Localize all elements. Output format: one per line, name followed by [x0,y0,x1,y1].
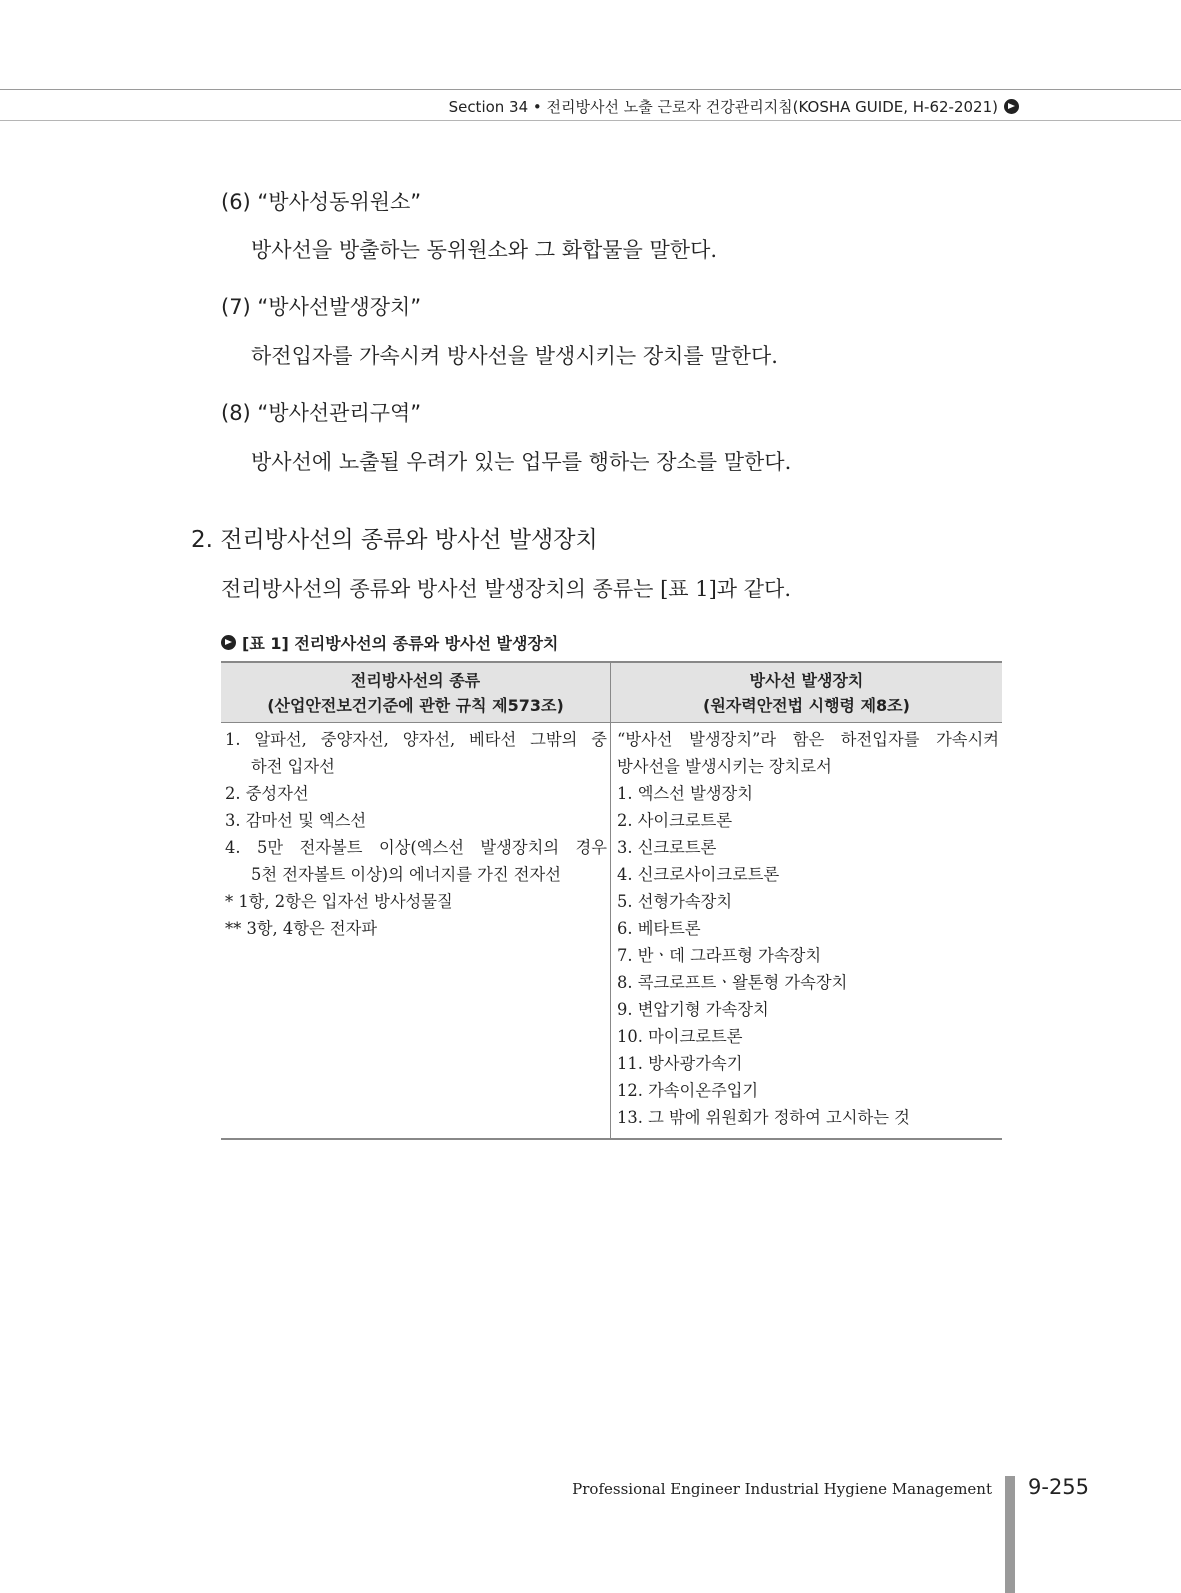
list-item: 1. 알파선, 중양자선, 양자선, 베타선 그밖의 중 [225,730,607,749]
list-item: 10. 마이크로트론 [617,1027,743,1046]
definition-desc-6: 방사선을 방출하는 동위원소와 그 화합물을 말한다. [251,238,718,262]
radiation-table [221,661,1002,1140]
header-right-line-1: 방사선 발생장치 [749,670,864,690]
running-footer: Professional Engineer Industrial Hygiene Management [572,1480,992,1498]
list-item: 1. 엑스선 발생장치 [617,784,753,803]
list-item: 11. 방사광가속기 [617,1054,743,1073]
table-caption-text: [표 1] 전리방사선의 종류와 방사선 발생장치 [242,634,559,653]
list-item: 9. 변압기형 가속장치 [617,1000,769,1019]
header-left-line-1: 전리방사선의 종류 [350,670,481,690]
table-caption [221,631,558,654]
circle-arrow-icon [1004,99,1019,114]
circle-arrow-icon [221,635,236,650]
running-header [449,96,1019,117]
header-right-line-2: (원자력안전법 시행령 제8조) [703,695,910,715]
definition-term-8: (8) “방사선관리구역” [221,401,422,425]
definition-term-6: (6) “방사성동위원소” [221,190,422,214]
list-item: 12. 가속이온주입기 [617,1081,759,1100]
footer-bar [1005,1476,1015,1593]
page-number: 9-255 [1028,1475,1090,1499]
running-header-text: Section 34 • 전리방사선 노출 근로자 건강관리지침(KOSHA GUIDE, H-62-2021) [448,98,998,116]
list-item: ** 3항, 4항은 전자파 [225,919,378,938]
list-item: * 1항, 2항은 입자선 방사성물질 [225,892,453,911]
list-item: 5. 선형가속장치 [617,892,733,911]
generators-cell [617,726,999,1131]
header-cell-generators [611,663,1002,722]
list-item: 3. 감마선 및 엑스선 [225,811,367,830]
section-body: 전리방사선의 종류와 방사선 발생장치의 종류는 [표 1]과 같다. [221,577,792,601]
list-item: 하전 입자선 [251,757,335,776]
list-item: 방사선을 발생시키는 장치로서 [617,757,832,776]
list-item: 8. 콕크로프트ㆍ왈톤형 가속장치 [617,973,848,992]
list-item: 4. 5만 전자볼트 이상(엑스선 발생장치의 경우 [225,838,607,857]
section-title: 2. 전리방사선의 종류와 방사선 발생장치 [191,527,598,553]
header-left-line-2: (산업안전보건기준에 관한 규칙 제573조) [267,695,564,715]
definition-desc-7: 하전입자를 가속시켜 방사선을 발생시키는 장치를 말한다. [251,344,778,368]
list-item: 3. 신크로트론 [617,838,717,857]
list-item: 5천 전자볼트 이상)의 에너지를 가진 전자선 [251,865,561,884]
list-item: 7. 반ㆍ데 그라프형 가속장치 [617,946,822,965]
radiation-types-cell [225,726,607,942]
list-item: 13. 그 밖에 위원회가 정하여 고시하는 것 [617,1108,910,1127]
header-cell-radiation-types [221,663,610,722]
table-header [221,663,1002,723]
list-item: 2. 중성자선 [225,784,309,803]
list-item: 2. 사이크로트론 [617,811,733,830]
list-item: “방사선 발생장치”라 함은 하전입자를 가속시켜 [617,730,999,749]
column-divider [610,663,611,1138]
header-rule-bottom [0,120,1181,121]
definition-desc-8: 방사선에 노출될 우려가 있는 업무를 행하는 장소를 말한다. [251,450,792,474]
list-item: 4. 신크로사이크로트론 [617,865,780,884]
list-item: 6. 베타트론 [617,919,701,938]
header-rule-top [0,89,1181,90]
definition-term-7: (7) “방사선발생장치” [221,295,422,319]
